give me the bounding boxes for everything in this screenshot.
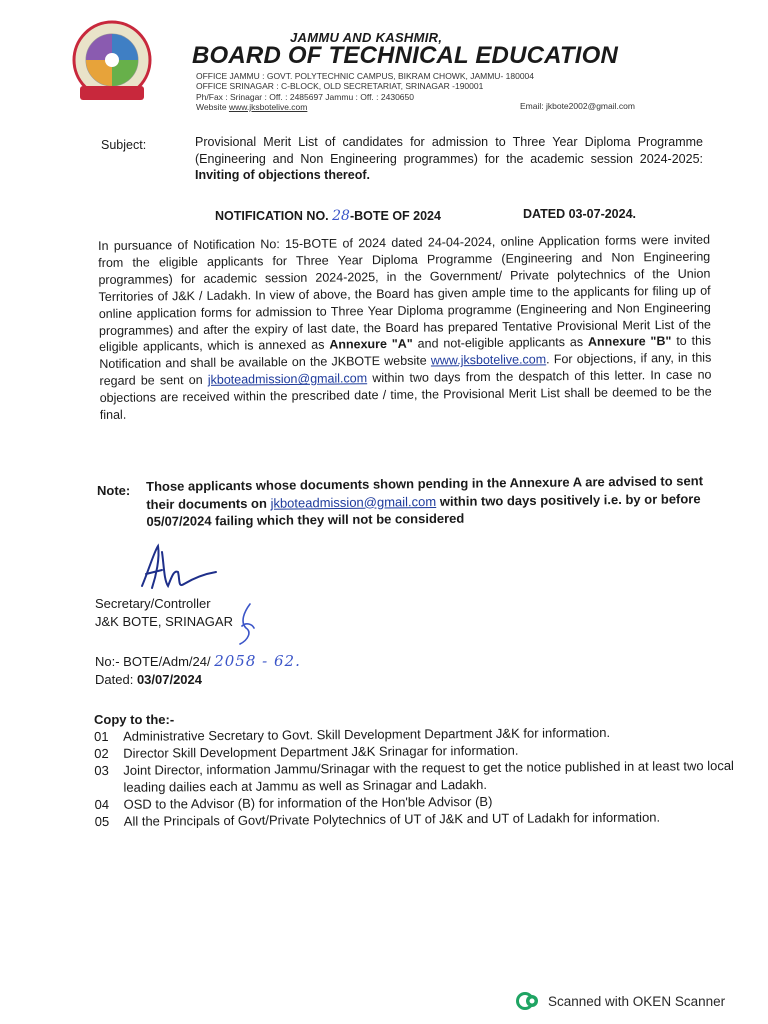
note-text-1: Those applicants whose documents shown pending in the Annexure A are advised to sent their documents on bbox=[146, 473, 704, 512]
subject-label: Subject: bbox=[101, 138, 147, 152]
copy-to-heading: Copy to the:- bbox=[94, 712, 175, 727]
copy-item-number: 01 bbox=[94, 728, 109, 744]
reference-number bbox=[95, 652, 301, 670]
scanner-watermark bbox=[516, 991, 725, 1011]
org-subtitle: JAMMU AND KASHMIR, bbox=[290, 30, 443, 45]
notification-number bbox=[215, 208, 441, 224]
body-paragraph bbox=[98, 232, 712, 424]
notification-date: DATED 03-07-2024. bbox=[523, 207, 637, 221]
note-text-2: within two days positively i.e. by or before 05/07/2024 failing which they will not be considered bbox=[146, 490, 701, 529]
copy-to-list bbox=[94, 723, 735, 830]
scanner-text: Scanned with OKEN Scanner bbox=[548, 993, 726, 1009]
copy-item-number: 05 bbox=[94, 813, 110, 829]
signatory-role: Secretary/Controller bbox=[95, 596, 211, 611]
phone-fax: Ph/Fax : Srinagar : Off. : 2485697 Jammu : Off. : 2430650 bbox=[196, 92, 414, 102]
copy-item bbox=[95, 808, 735, 830]
website-link[interactable]: www.jksbotelive.com bbox=[228, 102, 308, 112]
office-srinagar-address: OFFICE SRINAGAR : C-BLOCK, OLD SECRETARIAT, SRINAGAR -190001 bbox=[196, 81, 484, 91]
body-email-link[interactable]: jkboteadmission@gmail.com bbox=[207, 371, 368, 388]
copy-item-text: OSD to the Advisor (B) for information of the Hon'ble Advisor (B) bbox=[123, 793, 493, 812]
org-title: BOARD OF TECHNICAL EDUCATION bbox=[192, 42, 619, 69]
jkbote-logo bbox=[66, 16, 158, 108]
body-website-link[interactable]: www.jksbotelive.com bbox=[430, 352, 547, 368]
office-jammu-address: OFFICE JAMMU : GOVT. POLYTECHNIC CAMPUS, BIKRAM CHOWK, JAMMU- 180004 bbox=[196, 71, 534, 81]
reference-date-value: 03/07/2024 bbox=[136, 672, 203, 687]
body-text-4: . For objections, if any, in this regard be sent on bbox=[99, 350, 712, 389]
note-label: Note: bbox=[97, 483, 131, 498]
notification-handwritten-number: 28 bbox=[332, 208, 350, 224]
notification-prefix: NOTIFICATION NO. bbox=[215, 209, 329, 223]
website-label: Website bbox=[196, 102, 227, 112]
reference-date-label: Dated: bbox=[95, 672, 134, 687]
annexure-b: Annexure "B" bbox=[587, 334, 672, 350]
copy-item-number: 04 bbox=[94, 796, 110, 812]
notification-suffix: -BOTE OF 2024 bbox=[349, 209, 441, 223]
subject-text bbox=[195, 134, 703, 184]
reference-prefix: No:- BOTE/Adm/24/ bbox=[95, 654, 211, 669]
body-text-2: and not-eligible applicants as bbox=[417, 335, 584, 352]
copy-item-number: 03 bbox=[94, 762, 109, 778]
subject-bold-tail: Inviting of objections thereof. bbox=[195, 168, 370, 182]
initial-mark bbox=[232, 602, 262, 650]
scanner-logo-icon bbox=[516, 991, 540, 1011]
body-text-3: to this Notification and shall be available on the JKBOTE website bbox=[99, 334, 712, 372]
signatory-org: J&K BOTE, SRINAGAR bbox=[95, 614, 233, 629]
note-text bbox=[146, 472, 707, 530]
copy-item-text: Administrative Secretary to Govt. Skill Development Department J&K for information. bbox=[123, 724, 611, 744]
note-email-link[interactable]: jkboteadmission@gmail.com bbox=[270, 493, 437, 511]
copy-item-number: 02 bbox=[94, 745, 109, 761]
copy-item-text: Joint Director, information Jammu/Srinagar with the request to get the notice published in at least two local leading dailies each at Jammu as well as Srinagar and Ladakh. bbox=[123, 757, 734, 795]
copy-item-text: All the Principals of Govt/Private Polytechnics of UT of J&K and UT of Ladakh for information. bbox=[123, 809, 661, 829]
reference-handwritten: 2058 - 62. bbox=[214, 652, 301, 670]
website-line bbox=[196, 102, 307, 112]
copy-item-text: Director Skill Development Department J&K Srinagar for information. bbox=[123, 742, 519, 761]
copy-item bbox=[94, 757, 734, 796]
body-text-5: within two days from the despatch of this letter. In case no objections are received within the prescribed date / time, the Provisional Merit List shall be deemed to be the final. bbox=[99, 367, 712, 423]
body-text-1: In pursuance of Notification No: 15-BOTE of 2024 dated 24-04-2024, online Application forms were invited from the eligible applicants for Three Year Diploma Programme (Engineering and Non Engineering programmes) for academic session 2024-2025, in the Government/ Private polytechnics of the Union Territories of J&K / Ladakh. In view of above, the Board has given ample time to the applicants for filing up of online application forms for admission to Three Year Diploma programme (Engineering and Non Engineering programmes) and after the expiry of last date, the Board has prepared Tentative Provisional Merit List of the eligible applicants, which is annexed as bbox=[98, 232, 712, 355]
header-email: Email: jkbote2002@gmail.com bbox=[520, 101, 635, 111]
annexure-a: Annexure "A" bbox=[329, 337, 413, 353]
subject-main: Provisional Merit List of candidates for admission to Three Year Diploma Programme (Engineering and Non Engineering programmes) for the academic session 2024-2025: bbox=[195, 135, 703, 166]
reference-date bbox=[95, 672, 202, 687]
handwritten-signature bbox=[128, 542, 228, 600]
